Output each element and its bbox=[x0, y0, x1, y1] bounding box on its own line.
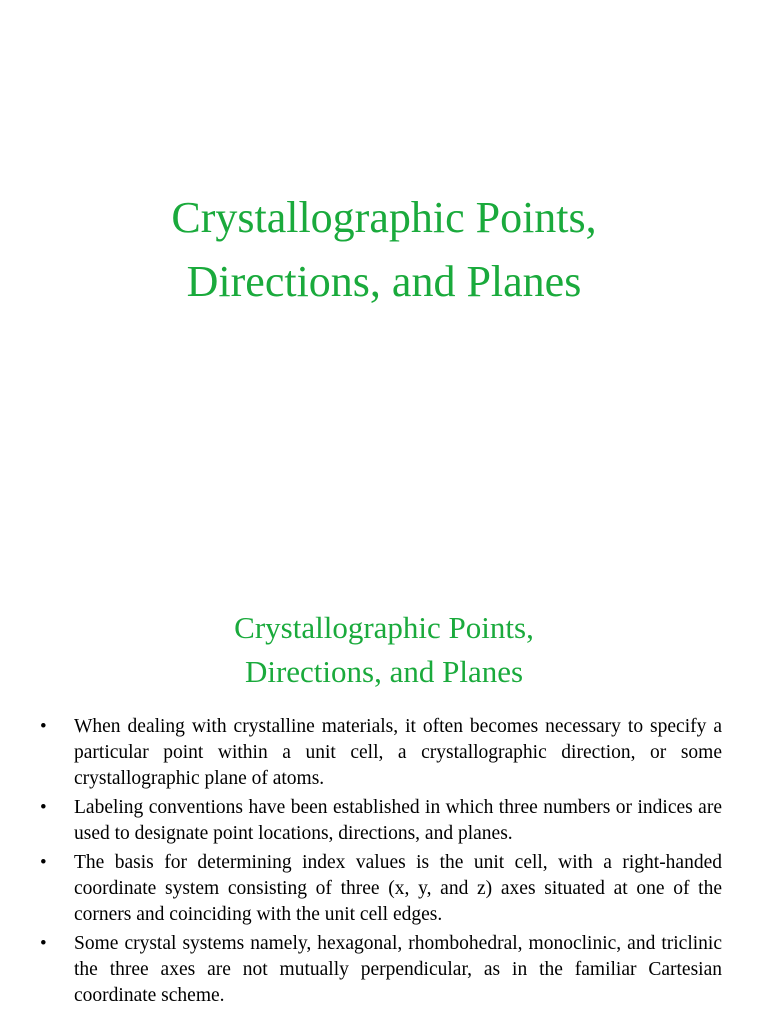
bullet-icon: • bbox=[40, 933, 47, 954]
bullet-text: When dealing with crystalline materials, it often becomes necessary to specify a particular point within a unit cell, a crystallographic direction, or some crystallographic plane of atoms. bbox=[74, 716, 722, 789]
bullet-item bbox=[38, 714, 722, 792]
bullet-text: Some crystal systems namely, hexagonal, rhombohedral, monoclinic, and triclinic the three axes are not mutually perpendicular, as in the familiar Cartesian coordinate scheme. bbox=[74, 933, 722, 1006]
bullet-text: Labeling conventions have been established in which three numbers or indices are used to designate point locations, directions, and planes. bbox=[74, 797, 722, 844]
content-slide-title bbox=[0, 606, 768, 694]
slide-title-line-2: Directions, and Planes bbox=[186, 257, 582, 306]
bullet-list bbox=[38, 714, 722, 1012]
slide-title-line-1: Crystallographic Points, bbox=[171, 193, 597, 242]
bullet-icon: • bbox=[40, 716, 47, 737]
bullet-text: The basis for determining index values is the unit cell, with a right-handed coordinate system consisting of three (x, y, and z) axes situated at one of the corners and coinciding with the unit cell edges. bbox=[74, 852, 722, 925]
slide-title bbox=[0, 186, 768, 314]
content-title-line-1: Crystallographic Points, bbox=[234, 610, 534, 645]
bullet-item bbox=[38, 850, 722, 928]
bullet-icon: • bbox=[40, 852, 47, 873]
bullet-icon: • bbox=[40, 797, 47, 818]
bullet-item bbox=[38, 795, 722, 847]
content-slide bbox=[0, 576, 768, 1024]
content-title-line-2: Directions, and Planes bbox=[244, 654, 524, 689]
bullet-item bbox=[38, 931, 722, 1009]
